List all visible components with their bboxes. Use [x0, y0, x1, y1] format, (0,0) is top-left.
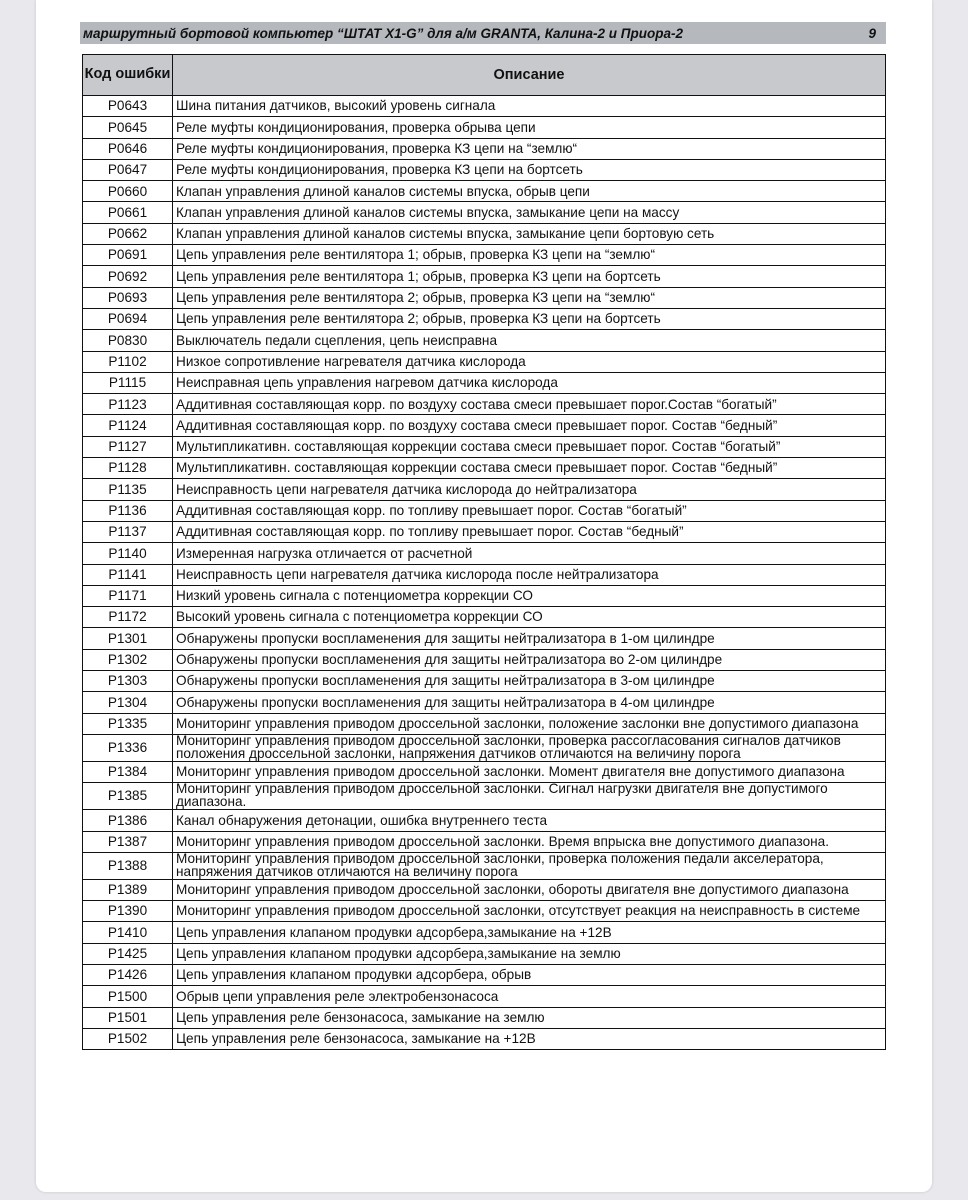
error-description-cell: Мониторинг управления приводом дроссельной заслонки. Момент двигателя вне допустимого диапазона: [173, 761, 886, 782]
error-description-cell: Низкое сопротивление нагревателя датчика кислорода: [173, 351, 886, 372]
table-row: [83, 351, 886, 372]
error-code-cell: P0645: [83, 117, 173, 138]
error-description-cell: Цепь управления реле вентилятора 2; обрыв, проверка КЗ цепи на “землю“: [173, 287, 886, 308]
error-description-cell: Мониторинг управления приводом дроссельной заслонки, обороты двигателя вне допустимого диапазона: [173, 879, 886, 900]
page-number: 9: [868, 25, 876, 41]
error-description-cell: Неисправность цепи нагревателя датчика кислорода после нейтрализатора: [173, 564, 886, 585]
error-description-cell: Аддитивная составляющая корр. по топливу превышает порог. Состав “бедный”: [173, 521, 886, 542]
error-code-cell: P1141: [83, 564, 173, 585]
error-code-cell: P1115: [83, 372, 173, 393]
error-code-cell: P1128: [83, 458, 173, 479]
table-row: [83, 181, 886, 202]
error-description-cell: Цепь управления клапаном продувки адсорбера,замыкание на землю: [173, 943, 886, 964]
error-description-cell: Обрыв цепи управления реле электробензонасоса: [173, 986, 886, 1007]
table-row: [83, 761, 886, 782]
error-description-cell: Цепь управления клапаном продувки адсорбера,замыкание на +12В: [173, 922, 886, 943]
error-code-cell: P0693: [83, 287, 173, 308]
column-header-code: Код ошибки: [83, 55, 173, 96]
error-code-cell: P0646: [83, 138, 173, 159]
error-description-cell: Аддитивная составляющая корр. по воздуху состава смеси превышает порог. Состав “бедный”: [173, 415, 886, 436]
error-description-cell: Неисправность цепи нагревателя датчика кислорода до нейтрализатора: [173, 479, 886, 500]
error-description-cell: Низкий уровень сигнала с потенциометра коррекции СО: [173, 585, 886, 606]
table-row: [83, 202, 886, 223]
error-description-cell: Измеренная нагрузка отличается от расчетной: [173, 543, 886, 564]
table-row: [83, 852, 886, 879]
error-description-cell: Реле муфты кондиционирования, проверка КЗ цепи на “землю“: [173, 138, 886, 159]
table-row: [83, 628, 886, 649]
error-code-cell: P1336: [83, 734, 173, 761]
error-code-cell: P1135: [83, 479, 173, 500]
error-code-cell: P1410: [83, 922, 173, 943]
error-description-cell: Неисправная цепь управления нагревом датчика кислорода: [173, 372, 886, 393]
error-description-cell: Высокий уровень сигнала с потенциометра коррекции СО: [173, 607, 886, 628]
error-code-cell: P1426: [83, 964, 173, 985]
error-codes-table: [82, 54, 886, 1050]
table-row: [83, 964, 886, 985]
table-row: [83, 543, 886, 564]
table-row: [83, 922, 886, 943]
table-row: [83, 117, 886, 138]
error-code-cell: P1386: [83, 810, 173, 831]
error-code-cell: P1137: [83, 521, 173, 542]
error-description-cell: Мониторинг управления приводом дроссельной заслонки. Сигнал нагрузки двигателя вне допустимого диапазона.: [173, 783, 886, 810]
error-code-cell: P1390: [83, 901, 173, 922]
error-description-cell: Обнаружены пропуски воспламенения для защиты нейтрализатора в 1-ом цилиндре: [173, 628, 886, 649]
header-title: маршрутный бортовой компьютер “ШТАТ X1-G” для а/м GRANTA, Калина-2 и Приора-2: [83, 25, 683, 41]
table-row: [83, 394, 886, 415]
error-code-cell: P1172: [83, 607, 173, 628]
error-code-cell: P0647: [83, 159, 173, 180]
table-row: [83, 521, 886, 542]
table-row: [83, 266, 886, 287]
error-code-cell: P0643: [83, 96, 173, 117]
column-header-description: Описание: [173, 55, 886, 96]
table-row: [83, 372, 886, 393]
error-description-cell: Клапан управления длиной каналов системы впуска, замыкание цепи на массу: [173, 202, 886, 223]
error-code-cell: P1301: [83, 628, 173, 649]
error-code-cell: P0662: [83, 223, 173, 244]
error-description-cell: Шина питания датчиков, высокий уровень сигнала: [173, 96, 886, 117]
error-description-cell: Канал обнаружения детонации, ошибка внутреннего теста: [173, 810, 886, 831]
table-row: [83, 96, 886, 117]
error-description-cell: Мультипликативн. составляющая коррекции состава смеси превышает порог. Состав “богатый”: [173, 436, 886, 457]
table-row: [83, 810, 886, 831]
error-description-cell: Цепь управления реле вентилятора 1; обрыв, проверка КЗ цепи на “землю“: [173, 245, 886, 266]
error-code-cell: P1303: [83, 671, 173, 692]
error-description-cell: Клапан управления длиной каналов системы впуска, замыкание цепи бортовую сеть: [173, 223, 886, 244]
error-description-cell: Цепь управления реле бензонасоса, замыкание на землю: [173, 1007, 886, 1028]
error-description-cell: Аддитивная составляющая корр. по топливу превышает порог. Состав “богатый”: [173, 500, 886, 521]
error-description-cell: Реле муфты кондиционирования, проверка обрыва цепи: [173, 117, 886, 138]
table-row: [83, 692, 886, 713]
error-code-cell: P0692: [83, 266, 173, 287]
table-row: [83, 308, 886, 329]
error-code-cell: P1389: [83, 879, 173, 900]
table-header-row: [83, 55, 886, 96]
error-code-cell: P1502: [83, 1028, 173, 1049]
error-code-cell: P0830: [83, 330, 173, 351]
error-code-cell: P1385: [83, 783, 173, 810]
table-row: [83, 245, 886, 266]
table-row: [83, 783, 886, 810]
table-row: [83, 831, 886, 852]
error-code-cell: P1102: [83, 351, 173, 372]
error-description-cell: Обнаружены пропуски воспламенения для защиты нейтрализатора во 2-ом цилиндре: [173, 649, 886, 670]
table-row: [83, 436, 886, 457]
error-description-cell: Обнаружены пропуски воспламенения для защиты нейтрализатора в 4-ом цилиндре: [173, 692, 886, 713]
error-description-cell: Выключатель педали сцепления, цепь неисправна: [173, 330, 886, 351]
table-row: [83, 287, 886, 308]
table-row: [83, 330, 886, 351]
error-code-cell: P1171: [83, 585, 173, 606]
error-code-cell: P1304: [83, 692, 173, 713]
table-row: [83, 564, 886, 585]
table-row: [83, 479, 886, 500]
table-row: [83, 901, 886, 922]
error-code-cell: P1124: [83, 415, 173, 436]
error-code-cell: P1425: [83, 943, 173, 964]
table-row: [83, 138, 886, 159]
table-row: [83, 458, 886, 479]
table-row: [83, 1028, 886, 1049]
error-code-cell: P0694: [83, 308, 173, 329]
table-row: [83, 879, 886, 900]
error-description-cell: Цепь управления клапаном продувки адсорбера, обрыв: [173, 964, 886, 985]
error-description-cell: Цепь управления реле вентилятора 1; обрыв, проверка КЗ цепи на бортсеть: [173, 266, 886, 287]
table-row: [83, 500, 886, 521]
table-row: [83, 649, 886, 670]
error-code-cell: P0660: [83, 181, 173, 202]
error-code-cell: P1387: [83, 831, 173, 852]
error-description-cell: Аддитивная составляющая корр. по воздуху состава смеси превышает порог.Состав “богатый”: [173, 394, 886, 415]
error-description-cell: Реле муфты кондиционирования, проверка КЗ цепи на бортсеть: [173, 159, 886, 180]
table-row: [83, 943, 886, 964]
error-description-cell: Мониторинг управления приводом дроссельной заслонки. Время впрыска вне допустимого диапазона.: [173, 831, 886, 852]
error-description-cell: Мониторинг управления приводом дроссельной заслонки, проверка рассогласования сигналов датчиков положения дроссельной заслонки, напряжения датчиков отличаются на величину порога: [173, 734, 886, 761]
error-description-cell: Мультипликативн. составляющая коррекции состава смеси превышает порог. Состав “бедный”: [173, 458, 886, 479]
error-code-cell: P1136: [83, 500, 173, 521]
error-code-cell: P1302: [83, 649, 173, 670]
table-row: [83, 585, 886, 606]
error-code-cell: P1501: [83, 1007, 173, 1028]
table-row: [83, 734, 886, 761]
error-description-cell: Цепь управления реле вентилятора 2; обрыв, проверка КЗ цепи на бортсеть: [173, 308, 886, 329]
error-code-cell: P1388: [83, 852, 173, 879]
error-description-cell: Мониторинг управления приводом дроссельной заслонки, отсутствует реакция на неисправность в системе: [173, 901, 886, 922]
error-code-cell: P1127: [83, 436, 173, 457]
error-code-cell: P1384: [83, 761, 173, 782]
table-row: [83, 986, 886, 1007]
error-code-cell: P1335: [83, 713, 173, 734]
table-row: [83, 607, 886, 628]
table-row: [83, 415, 886, 436]
page-header: [80, 22, 886, 44]
error-description-cell: Мониторинг управления приводом дроссельной заслонки, положение заслонки вне допустимого диапазона: [173, 713, 886, 734]
table-row: [83, 1007, 886, 1028]
error-code-cell: P1140: [83, 543, 173, 564]
error-code-cell: P1123: [83, 394, 173, 415]
table-row: [83, 713, 886, 734]
error-code-cell: P0661: [83, 202, 173, 223]
error-description-cell: Обнаружены пропуски воспламенения для защиты нейтрализатора в 3-ом цилиндре: [173, 671, 886, 692]
table-row: [83, 671, 886, 692]
error-description-cell: Цепь управления реле бензонасоса, замыкание на +12В: [173, 1028, 886, 1049]
error-code-cell: P1500: [83, 986, 173, 1007]
error-description-cell: Клапан управления длиной каналов системы впуска, обрыв цепи: [173, 181, 886, 202]
table-row: [83, 223, 886, 244]
table-row: [83, 159, 886, 180]
error-code-cell: P0691: [83, 245, 173, 266]
error-description-cell: Мониторинг управления приводом дроссельной заслонки, проверка положения педали акселератора, напряжения датчиков отличаются на величину порога: [173, 852, 886, 879]
